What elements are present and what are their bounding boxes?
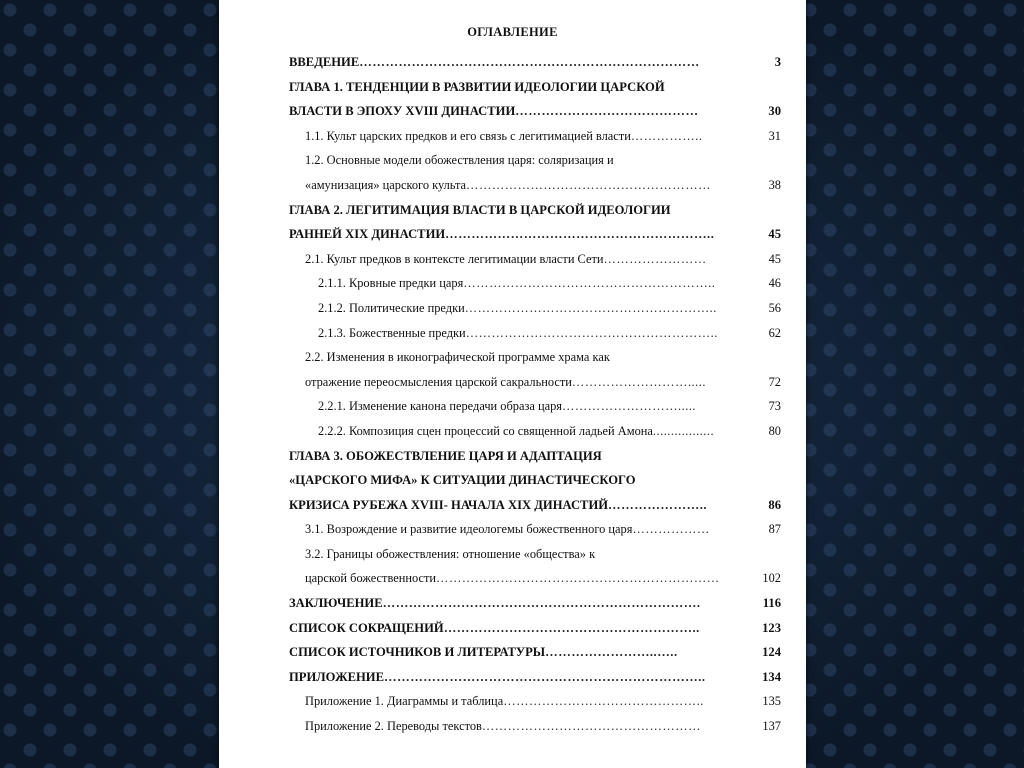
toc-entry-title: ГЛАВА 1. ТЕНДЕНЦИИ В РАЗВИТИИ ИДЕОЛОГИИ ЦАРСКОЙ [289, 79, 665, 94]
toc-entry-title: Приложение 2. Переводы текстов [305, 719, 482, 734]
toc-entry-leader: ………………….. [608, 497, 707, 512]
document-page [219, 0, 806, 768]
toc-entry-page: 3 [774, 55, 781, 69]
toc-entry [289, 345, 781, 370]
toc-entry-leader: ……………… [632, 522, 710, 537]
toc-entry [289, 321, 781, 346]
toc-entry-title: отражение переосмысления царской сакральности [305, 374, 572, 389]
toc-entry-title: 2.1.2. Политические предки [318, 300, 465, 315]
toc-entry-title: 2.2.2. Композиция сцен процессий со священной ладьей Амона [318, 423, 653, 438]
toc-entry-page: 31 [768, 128, 781, 143]
page-title: ОГЛАВЛЕНИЕ [467, 25, 558, 39]
toc-entry-title: 2.2. Изменения в иконографической программе храма как [305, 350, 610, 365]
table-of-contents [289, 50, 781, 739]
toc-entry-title: 1.1. Культ царских предков и его связь с легитимацией власти [305, 128, 631, 143]
toc-entry-leader: ………………………………………………………………. [382, 596, 701, 611]
toc-entry [289, 394, 781, 419]
toc-entry-leader: …………………………………… [515, 104, 699, 119]
toc-entry [289, 271, 781, 296]
toc-entry-title: 1.2. Основные модели обожествления царя: соляризация и [305, 153, 614, 168]
toc-entry-page: 135 [762, 694, 781, 709]
toc-entry-title: РАННЕЙ XIX ДИНАСТИИ [289, 227, 446, 242]
toc-entry-title: 2.2.1. Изменение канона передачи образа царя [318, 399, 563, 414]
toc-entry-page: 86 [768, 497, 781, 512]
toc-entry-page: 123 [762, 620, 781, 635]
toc-entry-title: ГЛАВА 2. ЛЕГИТИМАЦИЯ ВЛАСТИ В ЦАРСКОЙ ИДЕОЛОГИИ [289, 202, 671, 217]
toc-entry-page: 62 [768, 325, 781, 340]
toc-entry [289, 689, 781, 714]
toc-entry-page: 72 [768, 374, 781, 389]
toc-entry-leader: ………………………………………………………… [436, 571, 720, 586]
toc-entry-page: 46 [768, 276, 781, 291]
toc-entry-leader: ……………………………………….. [503, 694, 704, 709]
toc-entry-title: СПИСОК СОКРАЩЕНИЙ [289, 620, 444, 635]
toc-entry-title: ПРИЛОЖЕНИЕ [289, 669, 384, 684]
toc-entry [289, 419, 781, 444]
toc-entry-title: 2.1.3. Божественные предки [318, 325, 466, 340]
toc-entry [289, 148, 781, 173]
toc-entry-title: ЗАКЛЮЧЕНИЕ [289, 596, 383, 611]
toc-entry-title: царской божественности [305, 571, 437, 586]
toc-entry [289, 173, 781, 198]
toc-entry [289, 542, 781, 567]
toc-entry-title: 3.2. Границы обожествления: отношение «общества» к [305, 546, 596, 561]
toc-entry-title: 2.1. Культ предков в контексте легитимации власти Сети [305, 251, 604, 266]
toc-entry [289, 99, 781, 124]
toc-entry-title: 3.1. Возрождение и развитие идеологемы божественного царя [305, 522, 633, 537]
toc-entry-leader: …………………… [603, 251, 707, 266]
toc-entry-title: ВЛАСТИ В ЭПОХУ XVIII ДИНАСТИИ [289, 104, 516, 119]
toc-entry-page: 56 [768, 300, 781, 315]
toc-entry-leader: …………………………………………… [481, 719, 702, 734]
toc-entry-leader: ………………………..... [571, 374, 706, 389]
toc-entry [289, 444, 781, 469]
toc-entry-leader: ……………………………………………………………….. [384, 669, 706, 684]
toc-entry [289, 591, 781, 616]
toc-entry-page: 124 [762, 645, 781, 660]
toc-entry [289, 198, 781, 223]
toc-entry-title: 2.1.1. Кровные предки царя [318, 276, 464, 291]
toc-entry-title: «амунизация» царского культа [305, 177, 467, 192]
toc-entry [289, 566, 781, 591]
toc-entry-leader: ………………………………………………….. [465, 325, 718, 340]
toc-entry-page: 80 [768, 423, 781, 438]
toc-entry-page: 87 [768, 522, 781, 537]
toc-entry-title: ВВЕДЕНИЕ [289, 55, 360, 69]
toc-entry-page: 45 [768, 227, 781, 242]
toc-entry-page: 116 [762, 596, 781, 611]
toc-entry-title: «ЦАРСКОГО МИФА» К СИТУАЦИИ ДИНАСТИЧЕСКОГО [289, 473, 636, 488]
toc-entry [289, 468, 781, 493]
toc-entry-page: 137 [762, 719, 781, 734]
toc-entry-title: Приложение 1. Диаграммы и таблица [305, 694, 504, 709]
toc-entry-page: 45 [768, 251, 781, 266]
toc-entry [289, 616, 781, 641]
toc-entry [289, 222, 781, 247]
toc-entry [289, 296, 781, 321]
toc-entry [289, 370, 781, 395]
toc-entry-leader: ………………………………………………….. [443, 620, 700, 635]
toc-entry [289, 640, 781, 665]
toc-entry-title: ГЛАВА 3. ОБОЖЕСТВЛЕНИЕ ЦАРЯ И АДАПТАЦИЯ [289, 448, 602, 463]
toc-entry [289, 75, 781, 100]
toc-entry [289, 665, 781, 690]
toc-entry-title: СПИСОК ИСТОЧНИКОВ И ЛИТЕРАТУРЫ [289, 645, 546, 660]
toc-entry-page: 30 [768, 104, 781, 119]
toc-entry-leader: ……………………..….. [545, 645, 678, 660]
toc-entry-leader: …………………………………………………………………… [359, 55, 700, 69]
toc-entry-title: КРИЗИСА РУБЕЖА XVIII- НАЧАЛА XIX ДИНАСТИЙ [289, 497, 609, 512]
toc-entry-leader: …………………………………………………….. [445, 227, 715, 242]
toc-entry [289, 124, 781, 149]
toc-entry [289, 714, 781, 739]
toc-entry-page: 102 [762, 571, 781, 586]
toc-entry-leader: …………….. [630, 128, 703, 143]
toc-entry-leader: ………………………..... [562, 399, 697, 414]
toc-entry [289, 247, 781, 272]
toc-entry-leader: ………………………………………………….. [463, 276, 716, 291]
toc-entry-page: 134 [762, 669, 781, 684]
toc-entry [289, 517, 781, 542]
toc-entry [289, 50, 781, 75]
toc-entry-leader: ................. [652, 423, 715, 438]
toc-entry-leader: ………………………………………………… [466, 177, 711, 192]
toc-entry-leader: ………………………………………………….. [464, 300, 717, 315]
toc-entry-page: 73 [768, 399, 781, 414]
toc-entry [289, 493, 781, 518]
toc-entry-page: 38 [768, 177, 781, 192]
